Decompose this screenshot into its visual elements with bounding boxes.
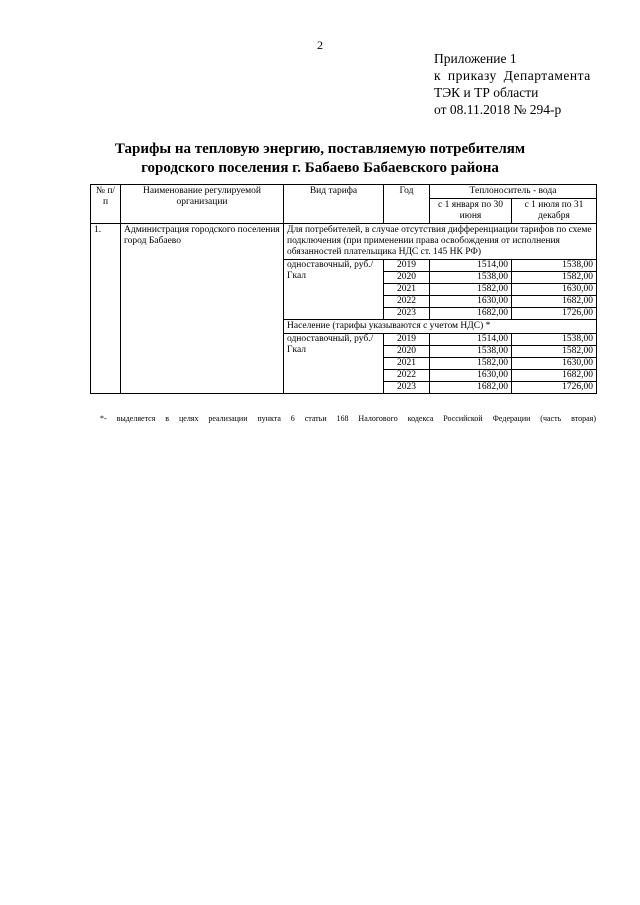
year-cell: 2021 [384, 358, 430, 370]
header-year: Год [384, 185, 430, 224]
appendix-line-4: от 08.11.2018 № 294-р [434, 102, 562, 117]
appendix-line-3: ТЭК и ТР области [434, 85, 539, 100]
value-h1-cell: 1582,00 [430, 284, 512, 296]
value-h2-cell: 1726,00 [512, 382, 597, 394]
value-h1-cell: 1538,00 [430, 346, 512, 358]
value-h1-cell: 1682,00 [430, 382, 512, 394]
footnote: *- выделяется в целях реализации пункта 6 статьи 168 Налогового кодекса Российской Федерации (часть вторая) [100, 414, 596, 423]
group-1-tariff-type: одноставочный, руб./Гкал [284, 260, 384, 320]
year-cell: 2021 [384, 284, 430, 296]
appendix-line-1: Приложение 1 [434, 51, 517, 66]
year-cell: 2020 [384, 346, 430, 358]
header-num: № п/п [91, 185, 121, 224]
value-h2-cell: 1726,00 [512, 308, 597, 320]
value-h1-cell: 1630,00 [430, 296, 512, 308]
year-cell: 2023 [384, 308, 430, 320]
value-h2-cell: 1630,00 [512, 358, 597, 370]
value-h2-cell: 1538,00 [512, 334, 597, 346]
header-period-1: с 1 января по 30 июня [430, 199, 512, 224]
value-h1-cell: 1538,00 [430, 272, 512, 284]
value-h1-cell: 1514,00 [430, 260, 512, 272]
value-h2-cell: 1682,00 [512, 296, 597, 308]
table-header-row [91, 185, 597, 199]
value-h2-cell: 1630,00 [512, 284, 597, 296]
organization-name: Администрация городского поселения город Бабаево [121, 224, 284, 394]
tariff-table [90, 184, 597, 394]
page-number: 2 [317, 38, 323, 52]
value-h2-cell: 1538,00 [512, 260, 597, 272]
value-h1-cell: 1682,00 [430, 308, 512, 320]
header-period-2: с 1 июля по 31 декабря [512, 199, 597, 224]
group-title-row [91, 224, 597, 260]
header-tariff-type: Вид тарифа [284, 185, 384, 224]
appendix-line-2: к приказу Департамента [434, 68, 591, 83]
year-cell: 2019 [384, 260, 430, 272]
appendix-block [434, 50, 634, 118]
year-cell: 2022 [384, 296, 430, 308]
value-h2-cell: 1682,00 [512, 370, 597, 382]
value-h2-cell: 1582,00 [512, 346, 597, 358]
value-h2-cell: 1582,00 [512, 272, 597, 284]
header-carrier: Теплоноситель - вода [430, 185, 597, 199]
group-2-title: Население (тарифы указываются с учетом НДС) * [284, 320, 597, 334]
year-cell: 2019 [384, 334, 430, 346]
document-title [0, 140, 640, 178]
title-line-1: Тарифы на тепловую энергию, поставляемую потребителям [114, 141, 526, 157]
value-h1-cell: 1514,00 [430, 334, 512, 346]
header-org: Наименование регулируемой организации [121, 185, 284, 224]
title-line-2: городского поселения г. Бабаево Бабаевского района [141, 160, 499, 176]
group-2-tariff-type: одноставочный, руб./Гкал [284, 334, 384, 394]
group-1-title: Для потребителей, в случае отсутствия дифференциации тарифов по схеме подключения (при применении права освобождения от исполнения обязанностей плательщика НДС ст. 145 НК РФ) [284, 224, 597, 260]
row-number: 1. [91, 224, 121, 394]
value-h1-cell: 1582,00 [430, 358, 512, 370]
year-cell: 2020 [384, 272, 430, 284]
year-cell: 2022 [384, 370, 430, 382]
value-h1-cell: 1630,00 [430, 370, 512, 382]
year-cell: 2023 [384, 382, 430, 394]
